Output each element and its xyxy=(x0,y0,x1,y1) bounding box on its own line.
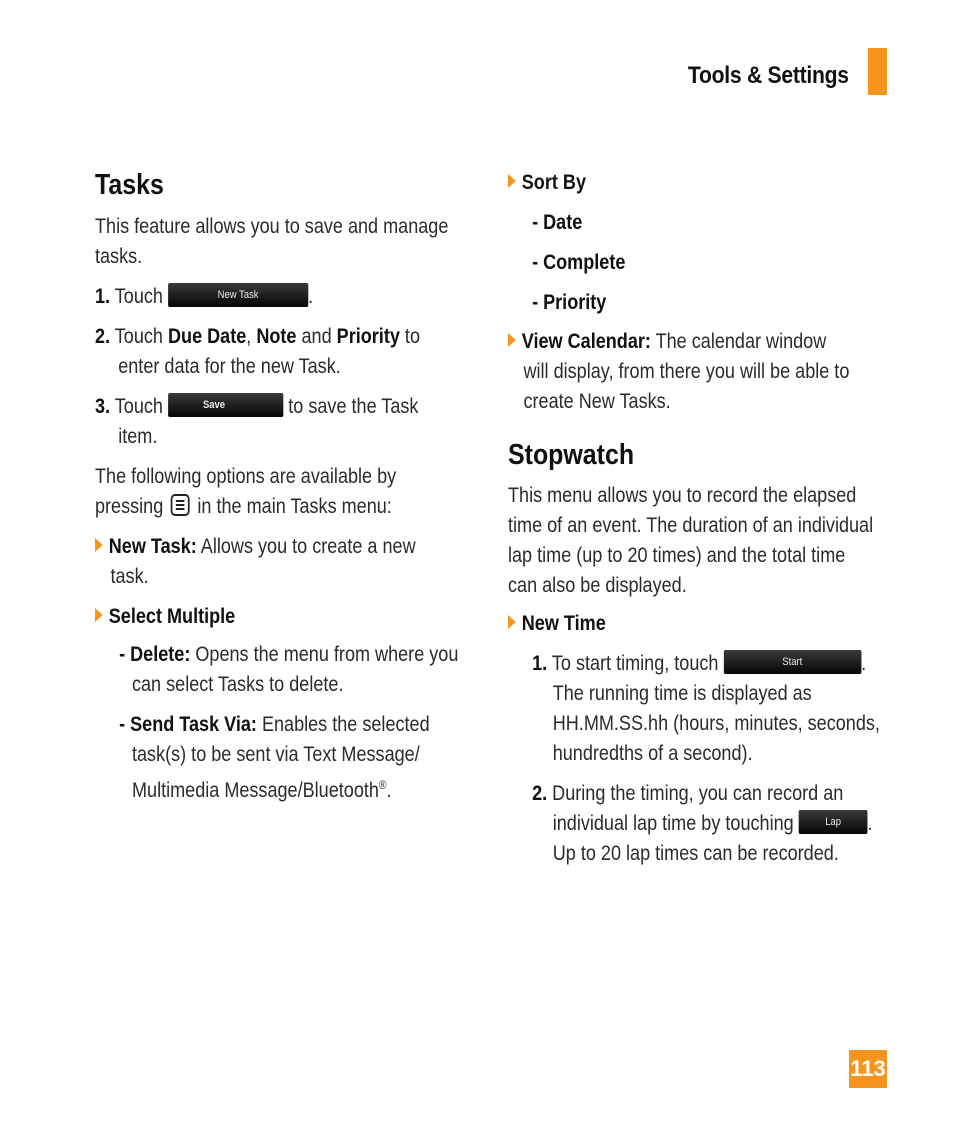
options-text: The following options are available by pressing in the main Tasks menu: xyxy=(95,465,397,518)
menu-key-icon xyxy=(171,494,190,516)
stopwatch-title: Stopwatch xyxy=(508,439,635,471)
sort-priority: - Priority xyxy=(532,291,607,314)
lap-button[interactable]: Lap xyxy=(799,810,868,834)
new-task-button[interactable]: New Task xyxy=(168,283,308,307)
page-number: 113 xyxy=(849,1050,887,1088)
bullet-arrow-icon xyxy=(508,333,516,347)
section-tab-marker xyxy=(868,48,887,95)
bullet-arrow-icon xyxy=(508,174,516,188)
view-calendar-option: View Calendar: The calendar window will display, from there you will be able to create New Tasks. xyxy=(508,327,886,417)
step-1: 1. Touch New Task . xyxy=(95,285,314,308)
new-time-option: New Time xyxy=(508,609,886,639)
section-header: Tools & Settings xyxy=(688,62,849,89)
stopwatch-intro: This menu allows you to record the elapsed time of an event. The duration of an individual lap time (up to 20 times) and the total time can also be displayed. xyxy=(508,484,874,597)
delete-option: - Delete: Opens the menu from where you can select Tasks to delete. xyxy=(119,643,459,696)
right-column xyxy=(508,168,948,869)
tasks-intro: This feature allows you to save and manage xyxy=(95,215,449,238)
stopwatch-step-2: 2. During the timing, you can record an individual lap time by touching Lap . Up to 20 lap times can be recorded. xyxy=(532,782,873,865)
bullet-arrow-icon xyxy=(95,538,103,552)
bullet-arrow-icon xyxy=(95,608,103,622)
new-task-option: New Task: Allows you to create a new task. xyxy=(95,532,465,592)
tasks-title: Tasks xyxy=(95,169,164,201)
bullet-arrow-icon xyxy=(508,615,516,629)
send-task-option: - Send Task Via: Enables the selected task(s) to be sent via Text Message/ Multimedia Message/Bluetooth®. xyxy=(119,713,430,802)
select-multiple-option: Select Multiple xyxy=(95,602,465,632)
start-button[interactable]: Start xyxy=(723,650,861,674)
sort-complete: - Complete xyxy=(532,251,626,274)
save-button[interactable]: Save xyxy=(168,393,283,417)
sort-date: - Date xyxy=(532,211,583,234)
sort-by-option: Sort By xyxy=(508,168,886,198)
left-column: Tasks This feature allows you to save and manage tasks. 1. Touch New Task . 2. Touch Due Date, Note and Priority to enter data for the new Task. 3. Touch Save to save the Task item. The following options are available by pressing in the main Tasks menu: New Task: Allows you to create a new task. Select Multiple - Delete: Opens the menu from where you can select Tasks to delete. - Send Task Via: Enables the selected task(s) to be sent via Text Message/ Multimedia Message/Bluetooth®. xyxy=(95,168,525,806)
step-3: 3. Touch Save to save the Task item. xyxy=(95,395,419,448)
stopwatch-step-1: 1. To start timing, touch Start . The running time is displayed as HH.MM.SS.hh (hours, minutes, seconds, hundredths of a second). xyxy=(532,652,880,765)
step-2: 2. Touch Due Date, Note and Priority to enter data for the new Task. xyxy=(95,325,420,378)
